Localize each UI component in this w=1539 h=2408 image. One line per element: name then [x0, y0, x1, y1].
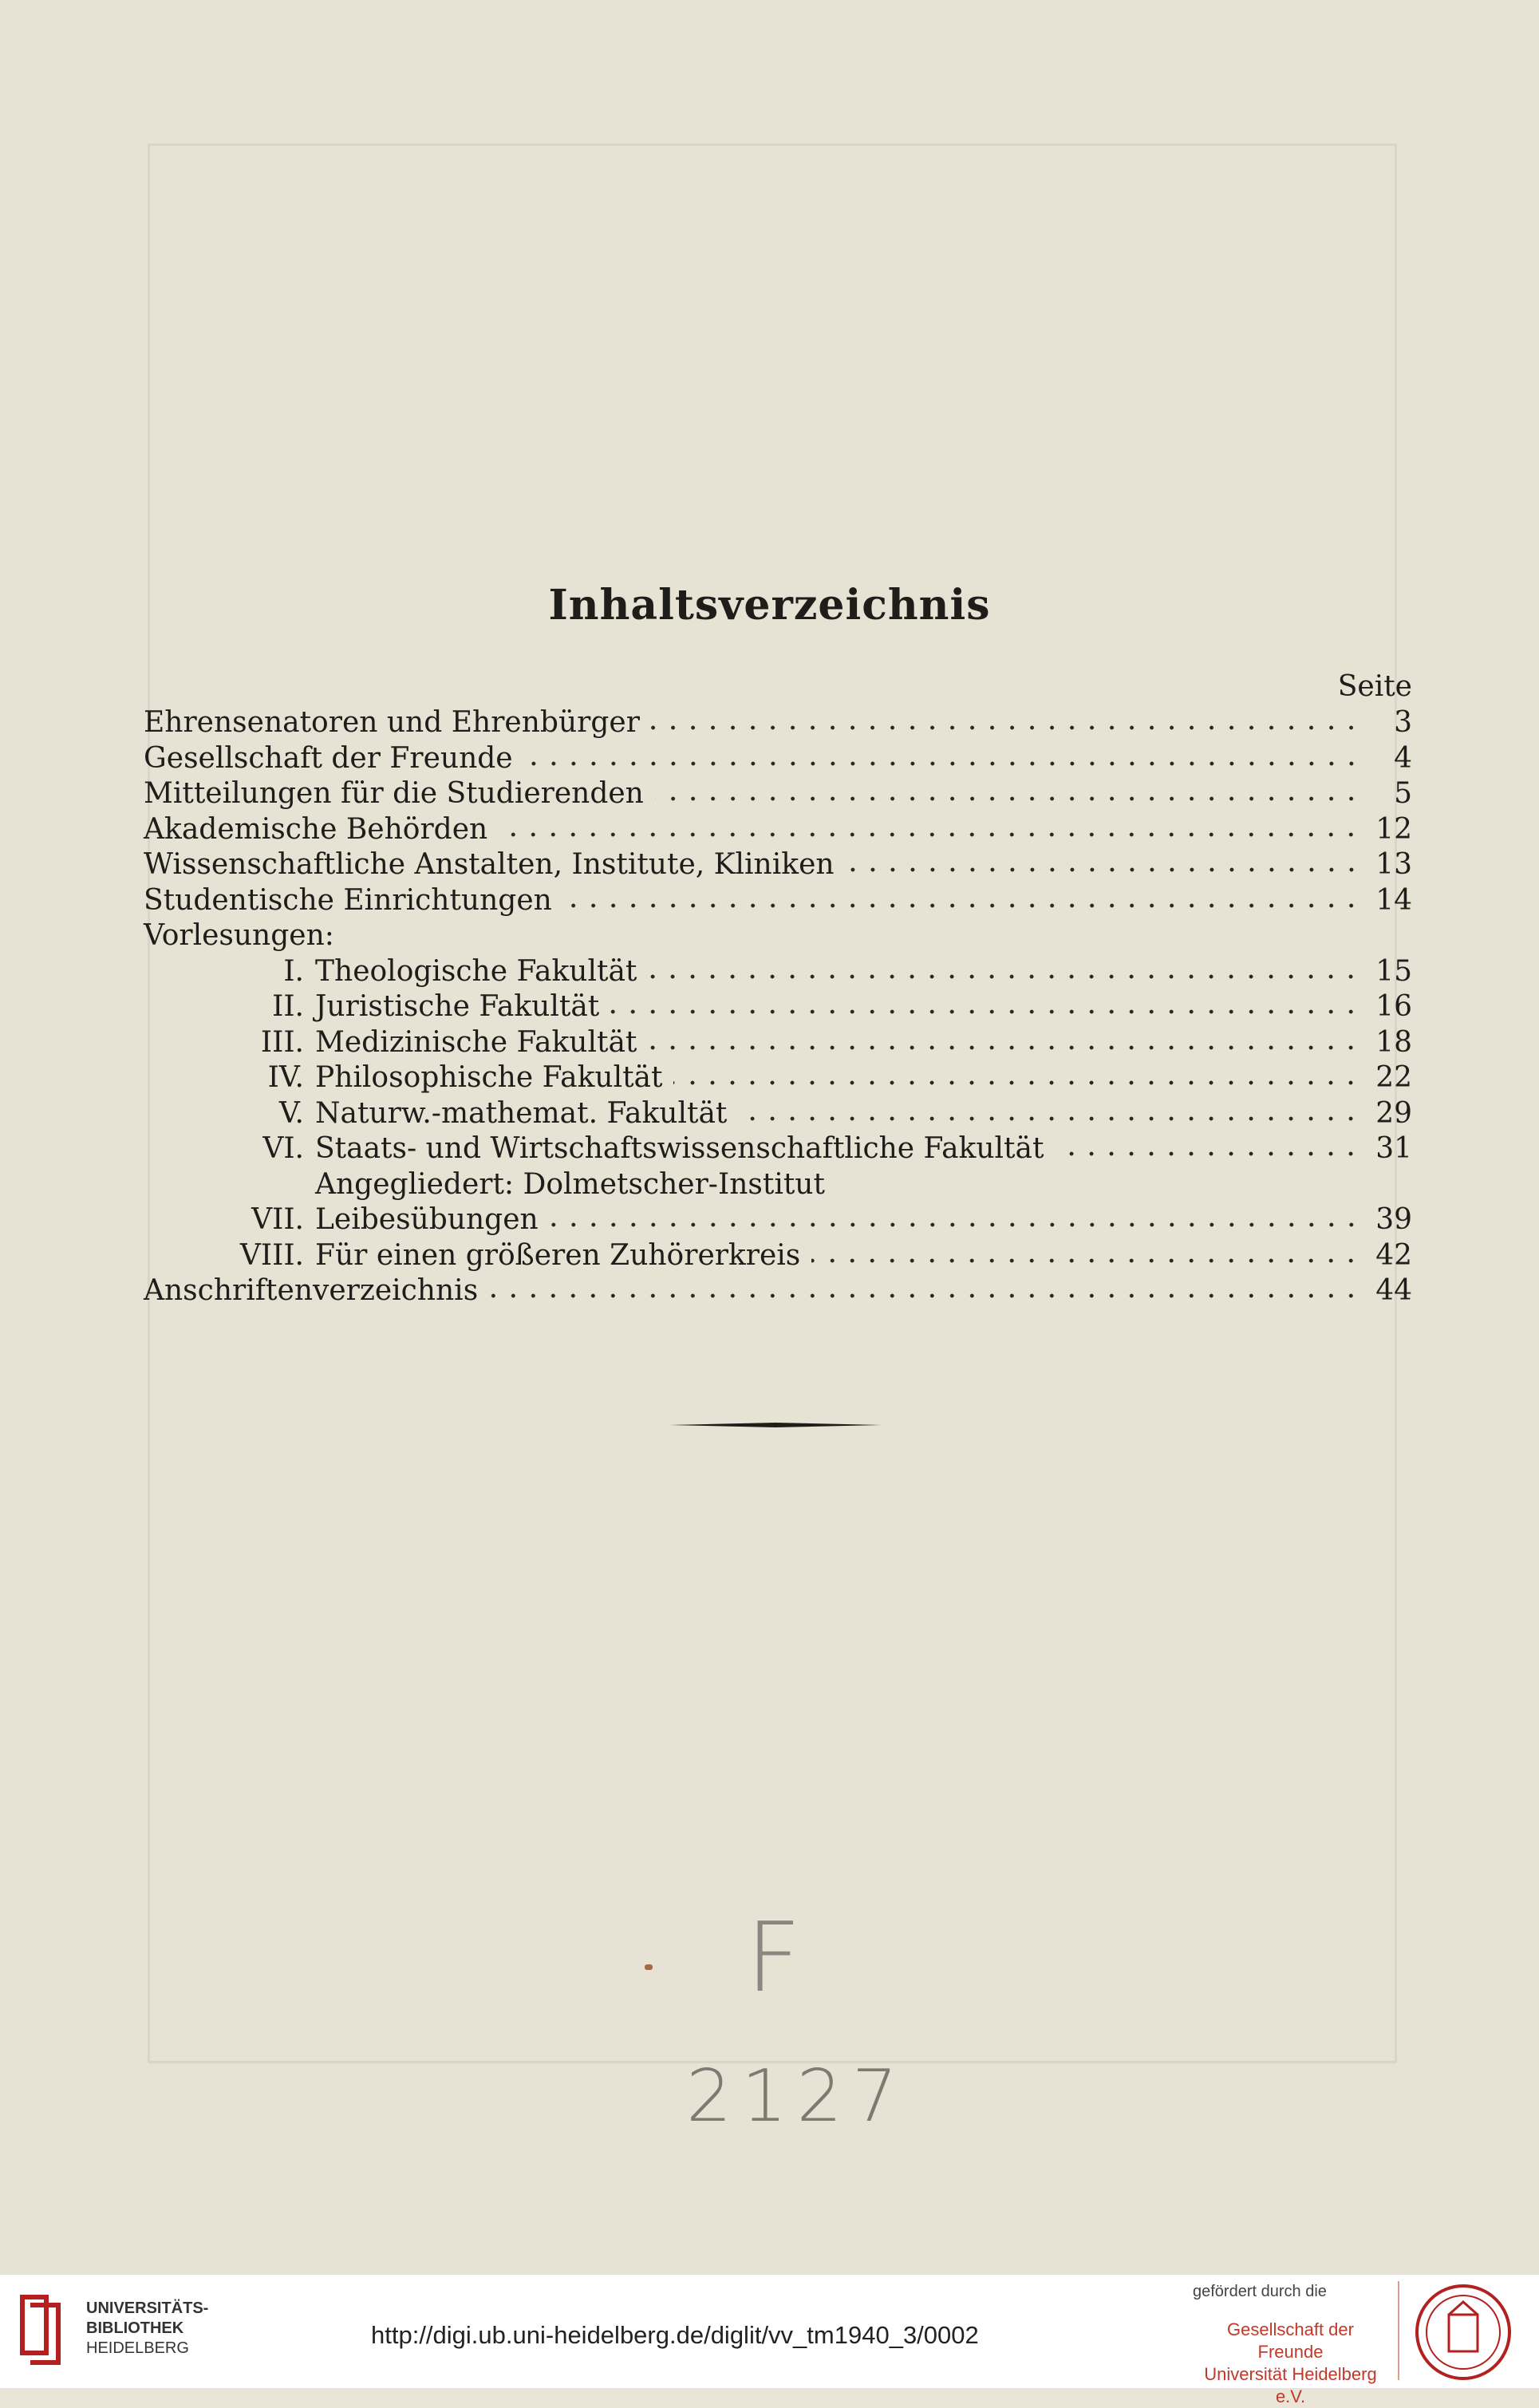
faculty-label: Theologische Fakultät	[315, 954, 637, 988]
faculty-page: 29	[1375, 1096, 1412, 1130]
faculty-entry	[144, 1202, 1412, 1238]
toc-entry-label: Akademische Behörden	[144, 812, 488, 846]
dot-leader	[499, 832, 1361, 837]
faculty-numeral: VIII.	[239, 1238, 304, 1272]
toc-entry-page: 5	[1394, 777, 1412, 810]
library-name-line3: HEIDELBERG	[86, 2339, 189, 2357]
faculty-numeral: I.	[283, 954, 304, 988]
toc-entry-label: Ehrensenatoren und Ehrenbürger	[144, 706, 640, 739]
dot-leader	[738, 1116, 1361, 1121]
faculty-entry	[144, 1131, 1412, 1167]
toc-entry	[144, 812, 1412, 848]
faculty-numeral: V.	[278, 1096, 304, 1130]
sponsor-name	[1197, 2319, 1384, 2408]
toc-entry-label: Anschriftenverzeichnis	[144, 1274, 479, 1307]
footer-divider	[1398, 2281, 1399, 2380]
dot-leader	[846, 867, 1361, 872]
dot-leader	[673, 1080, 1361, 1085]
dot-leader	[524, 761, 1361, 766]
toc-entry	[144, 741, 1412, 777]
handwritten-number: 2127	[686, 2055, 908, 2138]
university-seal-icon	[1414, 2283, 1513, 2382]
faculty-page: 22	[1375, 1061, 1412, 1094]
faculty-numeral: VI.	[262, 1132, 304, 1165]
faculty-entry	[144, 1060, 1412, 1096]
toc-entry	[144, 705, 1412, 741]
vorlesungen-label: Vorlesungen:	[144, 919, 334, 952]
library-name	[86, 2299, 208, 2359]
faculty-label: Medizinische Fakultät	[315, 1025, 637, 1059]
toc-entry-label: Gesellschaft der Freunde	[144, 741, 513, 775]
dot-leader	[489, 1293, 1361, 1298]
faculty-page: 18	[1375, 1025, 1412, 1059]
toc-entry-label: Studentische Einrichtungen	[144, 883, 552, 917]
toc-entry-label: Mitteilungen für die Studierenden	[144, 777, 644, 810]
faculty-label: Philosophische Fakultät	[315, 1061, 663, 1094]
dot-leader	[610, 1009, 1361, 1014]
toc-entry	[144, 883, 1412, 919]
dot-leader	[651, 725, 1361, 730]
page-title: Inhaltsverzeichnis	[548, 581, 991, 630]
handwritten-mark: F	[746, 1903, 802, 2014]
faculty-page: 16	[1375, 990, 1412, 1023]
toc-entry	[144, 1273, 1412, 1309]
faculty-entry	[144, 1238, 1412, 1274]
faculty-subentry	[144, 1167, 1412, 1203]
faculty-page: 39	[1375, 1203, 1412, 1236]
dot-leader	[811, 1258, 1361, 1263]
dot-leader	[655, 796, 1361, 801]
faculty-entry	[144, 989, 1412, 1025]
faculty-numeral: VII.	[251, 1203, 304, 1236]
faculty-page: 31	[1375, 1132, 1412, 1165]
toc-entry-page: 4	[1394, 741, 1412, 775]
toc-entry-page: 14	[1375, 883, 1412, 917]
faculty-label: Angegliedert: Dolmetscher-Institut	[315, 1167, 825, 1201]
dot-leader	[648, 974, 1361, 979]
faculty-label: Leibesübungen	[315, 1203, 539, 1236]
toc-entry	[144, 847, 1412, 883]
faculty-label: Für einen größeren Zuhörerkreis	[315, 1238, 801, 1272]
toc-entry-page: 13	[1375, 848, 1412, 881]
dot-leader	[550, 1222, 1361, 1227]
library-logo-icon	[14, 2289, 70, 2369]
footer-bar	[0, 2274, 1539, 2406]
toc-entry	[144, 776, 1412, 812]
toc-entry-label: Wissenschaftliche Anstalten, Institute, Kliniken	[144, 848, 835, 881]
table-of-contents	[144, 669, 1412, 1309]
faculty-numeral: IV.	[267, 1061, 304, 1094]
divider-ornament	[670, 1422, 882, 1428]
faculty-page: 15	[1375, 954, 1412, 988]
ink-speck	[645, 1964, 653, 1970]
dot-leader	[648, 1045, 1361, 1050]
faculty-label: Juristische Fakultät	[315, 990, 600, 1023]
faculty-label: Naturw.-mathemat. Fakultät	[315, 1096, 728, 1130]
faculty-numeral: III.	[260, 1025, 304, 1059]
toc-entry-page: 44	[1375, 1274, 1412, 1307]
vorlesungen-heading	[144, 918, 1412, 954]
seite-header: Seite	[1337, 670, 1412, 703]
sponsor-intro: gefördert durch die	[1193, 2283, 1327, 2300]
dot-leader	[563, 903, 1361, 908]
library-name-line1: UNIVERSITÄTS-	[86, 2299, 209, 2317]
sponsor-line1: Gesellschaft der Freunde	[1227, 2319, 1354, 2362]
faculty-entry	[144, 1025, 1412, 1061]
faculty-entry	[144, 1096, 1412, 1132]
dot-leader	[1055, 1151, 1361, 1156]
permalink-url[interactable]: http://digi.ub.uni-heidelberg.de/diglit/vv_tm1940_3/0002	[371, 2321, 979, 2349]
faculty-numeral: II.	[272, 990, 304, 1023]
faculty-label: Staats- und Wirtschaftswissenschaftliche Fakultät	[315, 1132, 1044, 1165]
toc-entry-page: 12	[1375, 812, 1412, 846]
library-name-line2: BIBLIOTHEK	[86, 2319, 184, 2337]
sponsor-line2: Universität Heidelberg e.V.	[1204, 2364, 1377, 2406]
faculty-entry	[144, 954, 1412, 990]
toc-entry-page: 3	[1394, 706, 1412, 739]
faculty-page: 42	[1375, 1238, 1412, 1272]
